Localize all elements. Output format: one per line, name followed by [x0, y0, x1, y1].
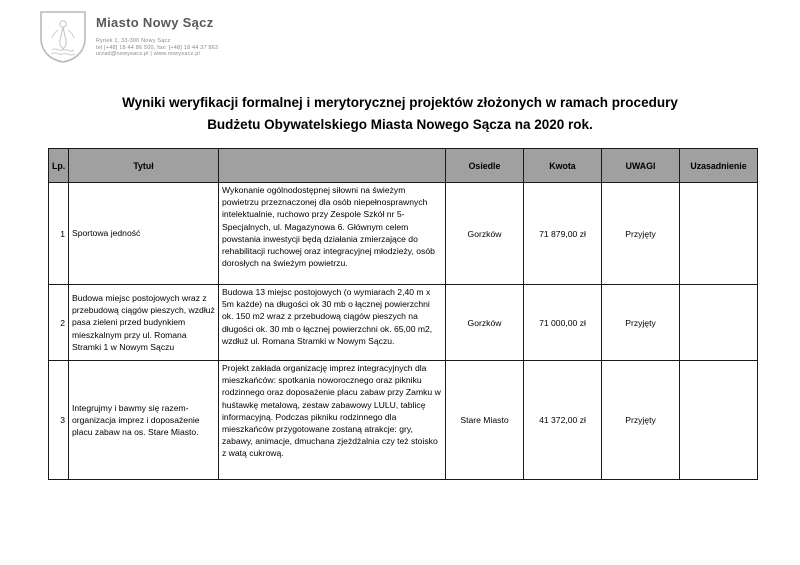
cell-amount: 41 372,00 zł: [524, 361, 602, 480]
cell-amount: 71 000,00 zł: [524, 285, 602, 361]
column-header-description: [219, 149, 446, 183]
cell-remarks: Przyjęty: [602, 183, 680, 285]
cell-district: Gorzków: [446, 183, 524, 285]
cell-description: Budowa 13 miejsc postojowych (o wymiarach 2,40 m x 5m każde) na długości ok 30 mb o łącznej powierzchni ok. 150 m2 wraz z przebudową ciągów pieszych na długości ok. 30 mb o łącznej powierzchni ok. 65,00 m2, wzdłuż ul. Romana Stramki w Nowym Sączu.: [219, 285, 446, 361]
letterhead-email-web: urzad@nowysacz.pl | www.nowysacz.pl: [96, 51, 200, 57]
results-table: [48, 148, 758, 480]
cell-title: Budowa miejsc postojowych wraz z przebudową ciągów pieszych, wzdłuż pasa zieleni przed budynkiem mieszkalnym przy ul. Romana Stramki 1 w Nowym Sączu: [69, 285, 219, 361]
cell-description: Projekt zakłada organizację imprez integracyjnych dla mieszkańców: spotkania noworocznego oraz pikniku rodzinnego oraz doposażenie placu zabaw przy Zamku w huśtawkę metalową, zestaw zabawowy LULU, tablicę informacyjną. Podczas pikniku rodzinnego dla mieszkańców przygotowane zostaną atrakcje: gry, zabawy, animacje, dmuchana zjeżdżalnia czy też stoisko z watą cukrową.: [219, 361, 446, 480]
cell-lp: 3: [49, 361, 69, 480]
cell-description: Wykonanie ogólnodostępnej siłowni na świeżym powietrzu przeznaczonej dla osób niepełnosprawnych intelektualnie, ruchowo przy Zespole Szkół nr 5- Specjalnych, ul. Magazynowa 6. Głównym celem powstania inwestycji będą działania zmierzające do rehabilitacji ruchowej oraz integracyjnej młodzieży, osób dorosłych na świeżym powietrzu.: [219, 183, 446, 285]
column-header-lp: Lp.: [49, 149, 69, 183]
cell-remarks: Przyjęty: [602, 361, 680, 480]
page-title-line1: Wyniki weryfikacji formalnej i merytorycznej projektów złożonych w ramach procedury: [122, 95, 678, 110]
cell-justification: [680, 285, 758, 361]
cell-justification: [680, 183, 758, 285]
letterhead-address: Rynek 1, 33-300 Nowy Sącz: [96, 38, 171, 44]
column-header-district: Osiedle: [446, 149, 524, 183]
city-name: Miasto Nowy Sącz: [96, 15, 214, 30]
cell-lp: 2: [49, 285, 69, 361]
column-header-remarks: UWAGI: [602, 149, 680, 183]
cell-title: Sportowa jedność: [69, 183, 219, 285]
cell-district: Stare Miasto: [446, 361, 524, 480]
letterhead: [38, 10, 218, 63]
table-row: [49, 285, 758, 361]
city-coat-of-arms-icon: [38, 10, 88, 63]
cell-title: Integrujmy i bawmy się razem- organizacja imprez i doposażenie placu zabaw na os. Stare Miasto.: [69, 361, 219, 480]
column-header-title: Tytuł: [69, 149, 219, 183]
cell-lp: 1: [49, 183, 69, 285]
column-header-amount: Kwota: [524, 149, 602, 183]
table-row: [49, 361, 758, 480]
letterhead-text: [96, 10, 218, 58]
table-header-row: [49, 149, 758, 183]
table-row: [49, 183, 758, 285]
cell-justification: [680, 361, 758, 480]
letterhead-phone-fax: tel [+48] 18 44 86 500, fax: [+48] 18 44 37 863: [96, 44, 219, 51]
cell-remarks: Przyjęty: [602, 285, 680, 361]
cell-district: Gorzków: [446, 285, 524, 361]
cell-amount: 71 879,00 zł: [524, 183, 602, 285]
page-title: [40, 92, 760, 136]
column-header-justification: Uzasadnienie: [680, 149, 758, 183]
page-title-line2: Budżetu Obywatelskiego Miasta Nowego Sącza na 2020 rok.: [207, 117, 593, 132]
